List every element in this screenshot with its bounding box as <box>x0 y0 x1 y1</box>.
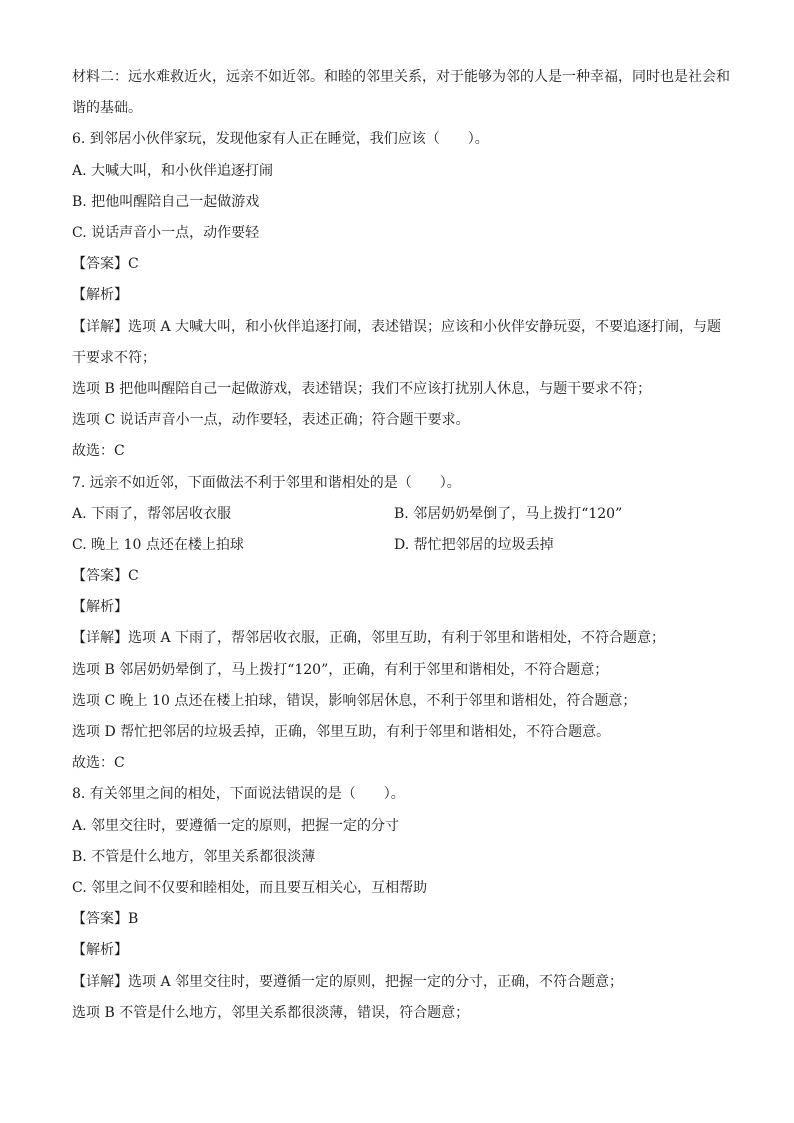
q6-detail-2: 选项 B 把他叫醒陪自己一起做游戏，表述错误；我们不应该打扰别人休息，与题干要求不符； <box>72 380 652 397</box>
question-6-stem: 6. 到邻居小伙伴家玩，发现他家有人正在睡觉，我们应该（ ）。 <box>72 131 489 148</box>
q8-option-b: B. 不管是什么地方，邻里关系都很淡薄 <box>72 848 316 865</box>
q8-option-a: A. 邻里交往时，要遵循一定的原则，把握一定的分寸 <box>72 817 400 834</box>
q8-option-c: C. 邻里之间不仅要和睦相处，而且要互相关心，互相帮助 <box>72 879 428 896</box>
q7-option-d: D. 帮忙把邻居的垃圾丢掉 <box>394 536 554 553</box>
q7-analysis-label: 【解析】 <box>72 599 128 616</box>
q7-detail-3: 选项 C 晚上 10 点还在楼上拍球，错误，影响邻居休息，不利于邻里和谐相处，符合题意； <box>72 692 637 709</box>
q8-detail-1: 【详解】选项 A 邻里交往时，要遵循一定的原则，把握一定的分寸，正确，不符合题意； <box>72 973 624 990</box>
q8-answer: 【答案】B <box>72 911 139 928</box>
q7-option-b: B. 邻居奶奶晕倒了，马上拨打“120” <box>394 505 623 522</box>
q6-analysis-label: 【解析】 <box>72 287 128 304</box>
q6-detail-3: 选项 C 说话声音小一点，动作要轻，表述正确；符合题干要求。 <box>72 412 470 429</box>
q8-detail-2: 选项 B 不管是什么地方，邻里关系都很淡薄，错误，符合题意； <box>72 1004 470 1021</box>
q7-choose: 故选：C <box>72 755 125 772</box>
q7-answer: 【答案】C <box>72 568 139 585</box>
q6-option-b: B. 把他叫醒陪自己一起做游戏 <box>72 193 260 210</box>
q7-detail-2: 选项 B 邻居奶奶晕倒了，马上拨打“120”，正确，有利于邻里和谐相处，不符合题意； <box>72 661 609 678</box>
question-7-stem: 7. 远亲不如近邻，下面做法不利于邻里和谐相处的是（ ）。 <box>72 474 461 491</box>
q6-option-a: A. 大喊大叫，和小伙伴追逐打闹 <box>72 162 274 179</box>
q8-analysis-label: 【解析】 <box>72 942 128 959</box>
q6-choose: 故选：C <box>72 443 125 460</box>
q7-detail-1: 【详解】选项 A 下雨了，帮邻居收衣服，正确，邻里互助，有利于邻里和谐相处，不符合题意； <box>72 630 666 647</box>
q7-option-a: A. 下雨了，帮邻居收衣服 <box>72 505 232 522</box>
q6-detail-1: 【详解】选项 A 大喊大叫，和小伙伴追逐打闹，表述错误；应该和小伙伴安静玩耍，不要追逐打闹，与题干要求不符； <box>72 318 722 366</box>
q7-options-row-2 <box>72 530 732 561</box>
material-paragraph: 材料二：远水难救近火，远亲不如近邻。和睦的邻里关系，对于能够为邻的人是一种幸福，同时也是社会和谐的基础。 <box>72 69 730 117</box>
q6-option-c: C. 说话声音小一点，动作要轻 <box>72 224 260 241</box>
q6-answer: 【答案】C <box>72 256 139 273</box>
q7-options-row-1 <box>72 499 732 530</box>
q7-option-c: C. 晚上 10 点还在楼上拍球 <box>72 536 244 553</box>
q7-detail-4: 选项 D 帮忙把邻居的垃圾丢掉，正确，邻里互助，有利于邻里和谐相处，不符合题意。 <box>72 724 611 740</box>
question-8-stem: 8. 有关邻里之间的相处，下面说法错误的是（ ）。 <box>72 786 405 803</box>
document-page <box>72 62 732 1029</box>
